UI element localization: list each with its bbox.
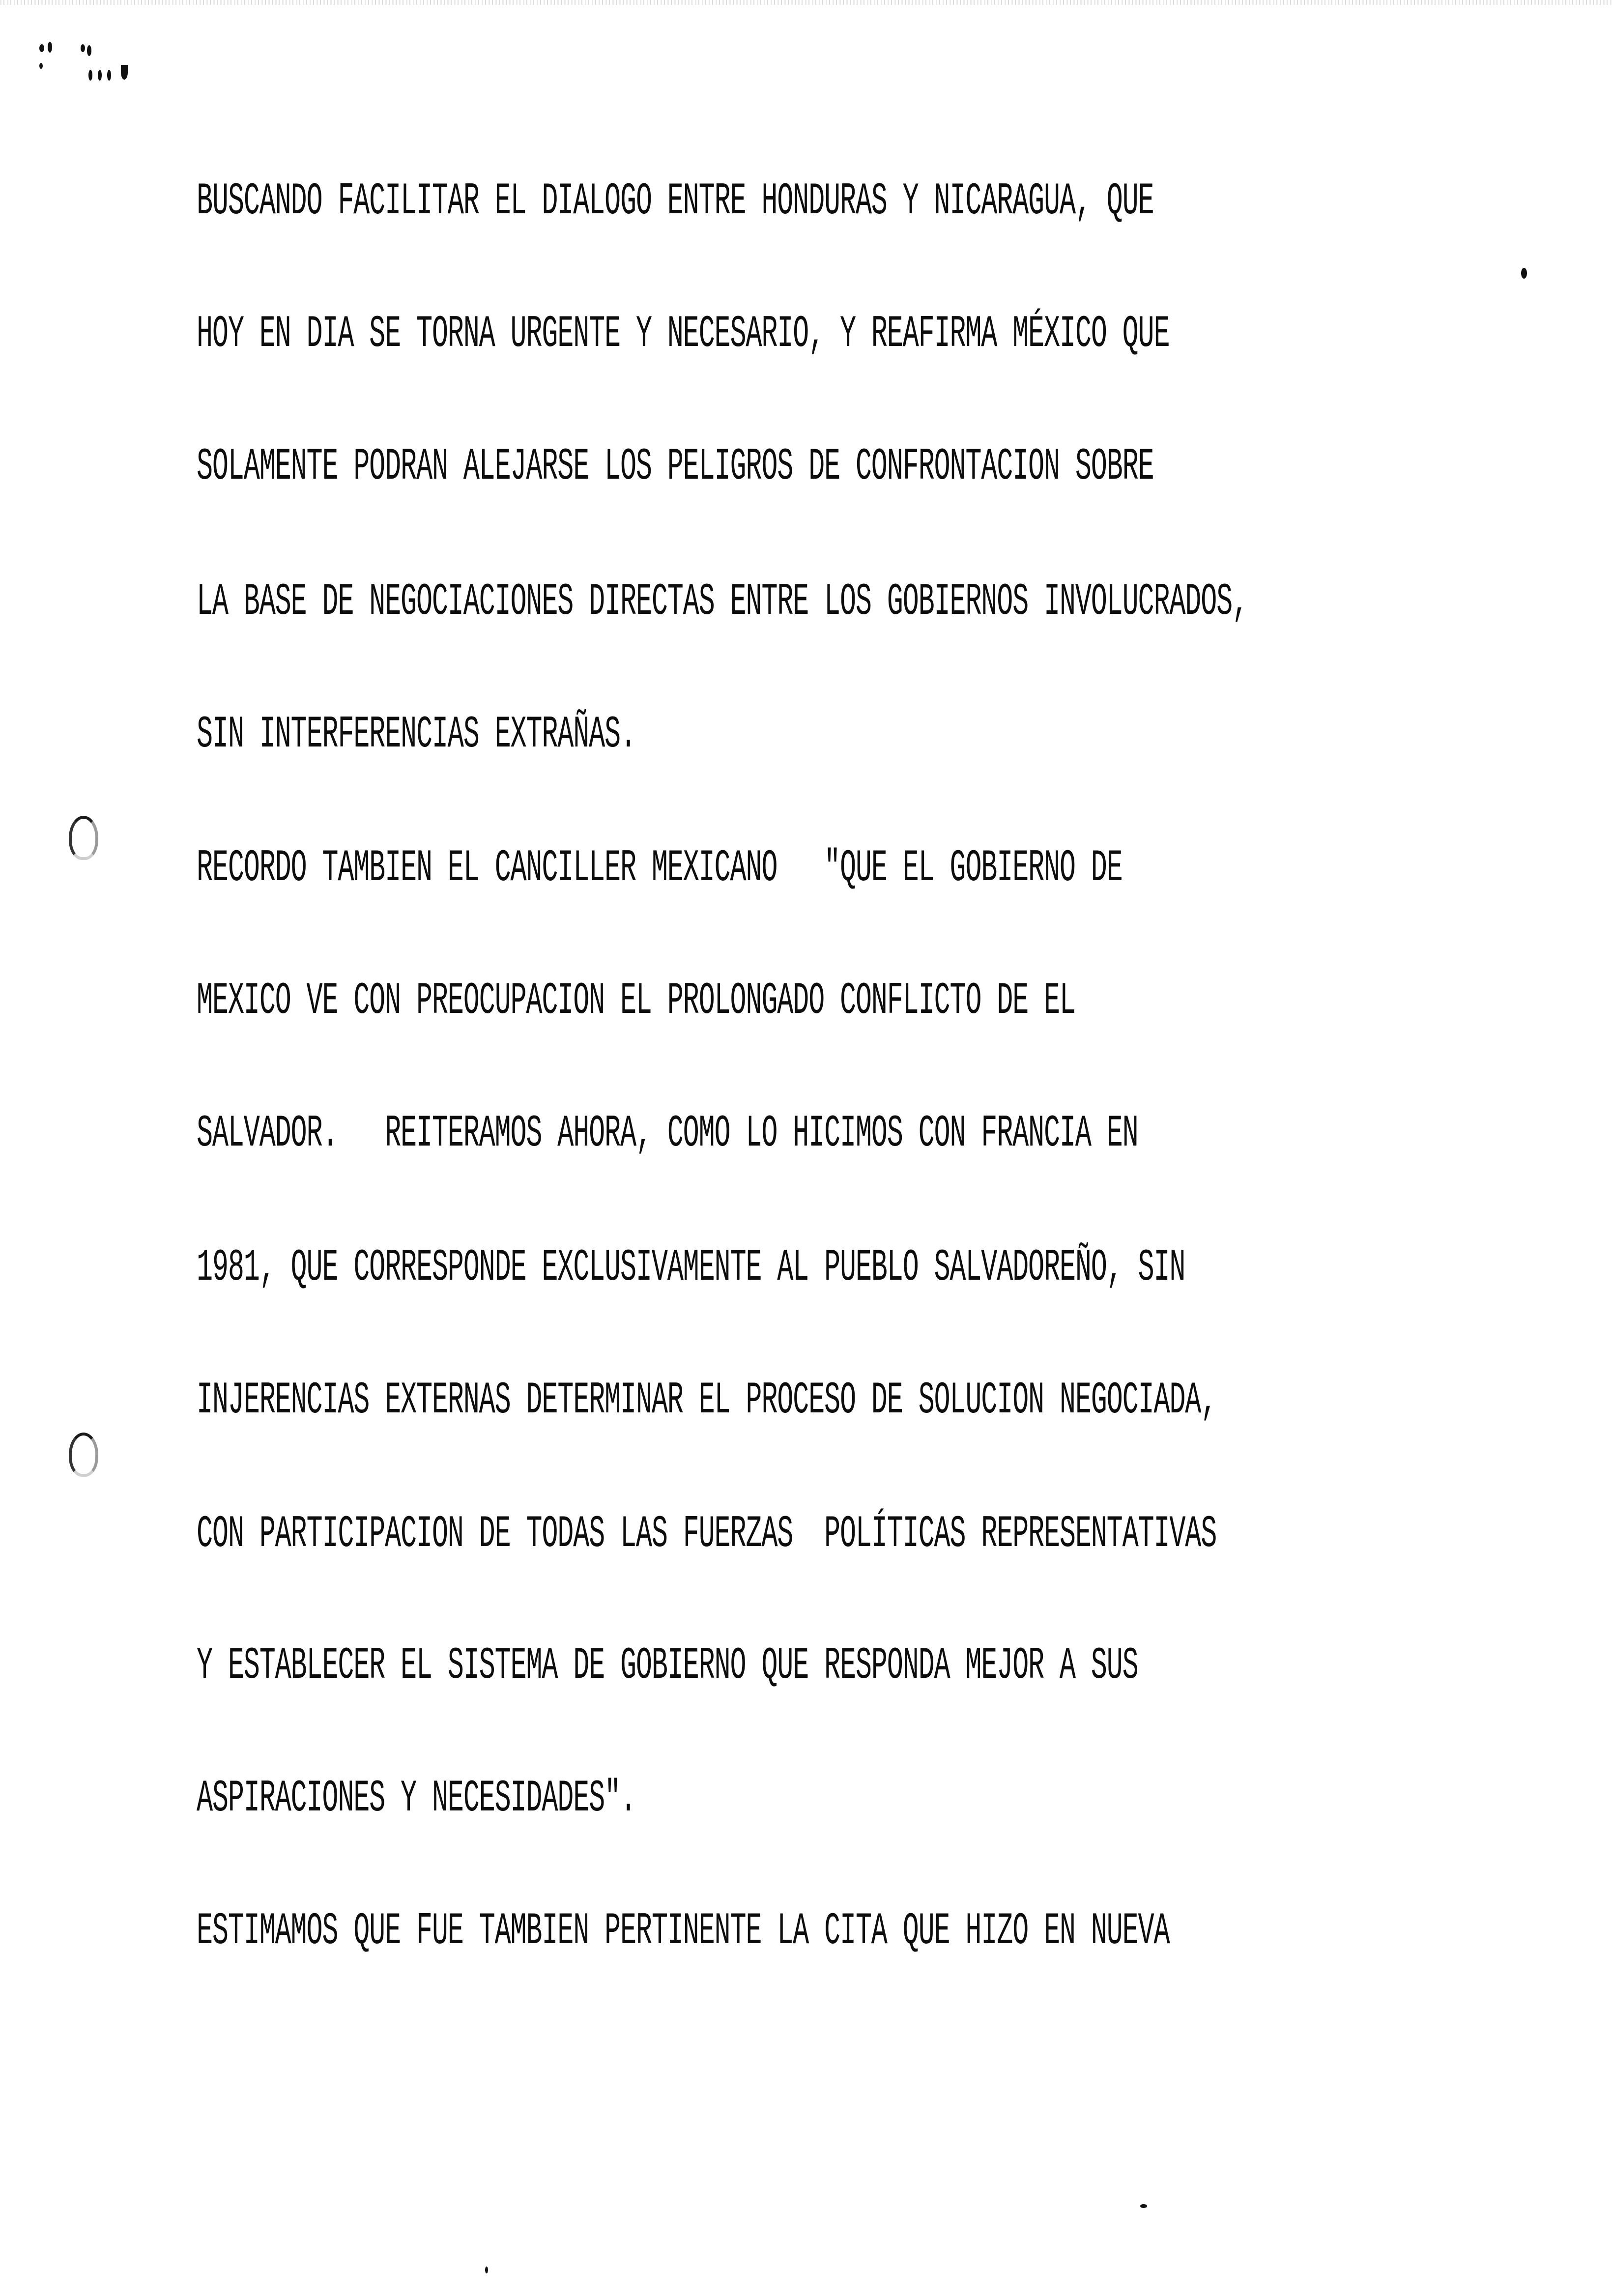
corner-mark-dot — [107, 70, 111, 81]
corner-mark-dot — [48, 42, 52, 53]
punch-hole — [69, 1433, 98, 1477]
corner-mark-dot — [39, 44, 44, 52]
text-line: SIN INTERFERENCIAS EXTRAÑAS. — [197, 709, 636, 760]
ink-speck — [1521, 268, 1527, 279]
text-line: RECORDO TAMBIEN EL CANCILLER MEXICANO "QUE EL GOBIERNO DE — [197, 842, 1123, 894]
text-line: HOY EN DIA SE TORNA URGENTE Y NECESARIO, Y REAFIRMA MÉXICO QUE — [197, 308, 1170, 360]
punch-hole — [69, 816, 98, 860]
text-line: SOLAMENTE PODRAN ALEJARSE LOS PELIGROS DE CONFRONTACION SOBRE — [197, 441, 1154, 492]
corner-mark-dot — [98, 70, 102, 81]
ink-speck — [1140, 2204, 1147, 2208]
text-line: LA BASE DE NEGOCIACIONES DIRECTAS ENTRE LOS GOBIERNOS INVOLUCRADOS, — [197, 576, 1248, 628]
corner-mark-dot — [81, 44, 85, 52]
text-line: CON PARTICIPACION DE TODAS LAS FUERZAS POLÍTICAS REPRESENTATIVAS — [197, 1508, 1217, 1560]
corner-marks — [34, 39, 329, 88]
ink-speck — [485, 2267, 488, 2273]
corner-mark-dot — [88, 70, 92, 81]
text-line: SALVADOR. REITERAMOS AHORA, COMO LO HICIMOS CON FRANCIA EN — [197, 1108, 1138, 1159]
text-line: Y ESTABLECER EL SISTEMA DE GOBIERNO QUE RESPONDA MEJOR A SUS — [197, 1640, 1138, 1692]
text-line: BUSCANDO FACILITAR EL DIALOGO ENTRE HONDURAS Y NICARAGUA, QUE — [197, 175, 1154, 227]
scan-top-edge — [0, 0, 1612, 5]
text-line: ASPIRACIONES Y NECESIDADES". — [197, 1773, 636, 1824]
text-line: 1981, QUE CORRESPONDE EXCLUSIVAMENTE AL PUEBLO SALVADOREÑO, SIN — [197, 1242, 1185, 1293]
corner-mark-curl — [121, 65, 128, 80]
text-line: MEXICO VE CON PREOCUPACION EL PROLONGADO CONFLICTO DE EL — [197, 975, 1075, 1027]
text-line: ESTIMAMOS QUE FUE TAMBIEN PERTINENTE LA CITA QUE HIZO EN NUEVA — [197, 1905, 1170, 1957]
text-line: INJERENCIAS EXTERNAS DETERMINAR EL PROCESO DE SOLUCION NEGOCIADA, — [197, 1375, 1217, 1426]
corner-mark-dot — [87, 45, 91, 56]
corner-mark-dot — [39, 63, 43, 69]
